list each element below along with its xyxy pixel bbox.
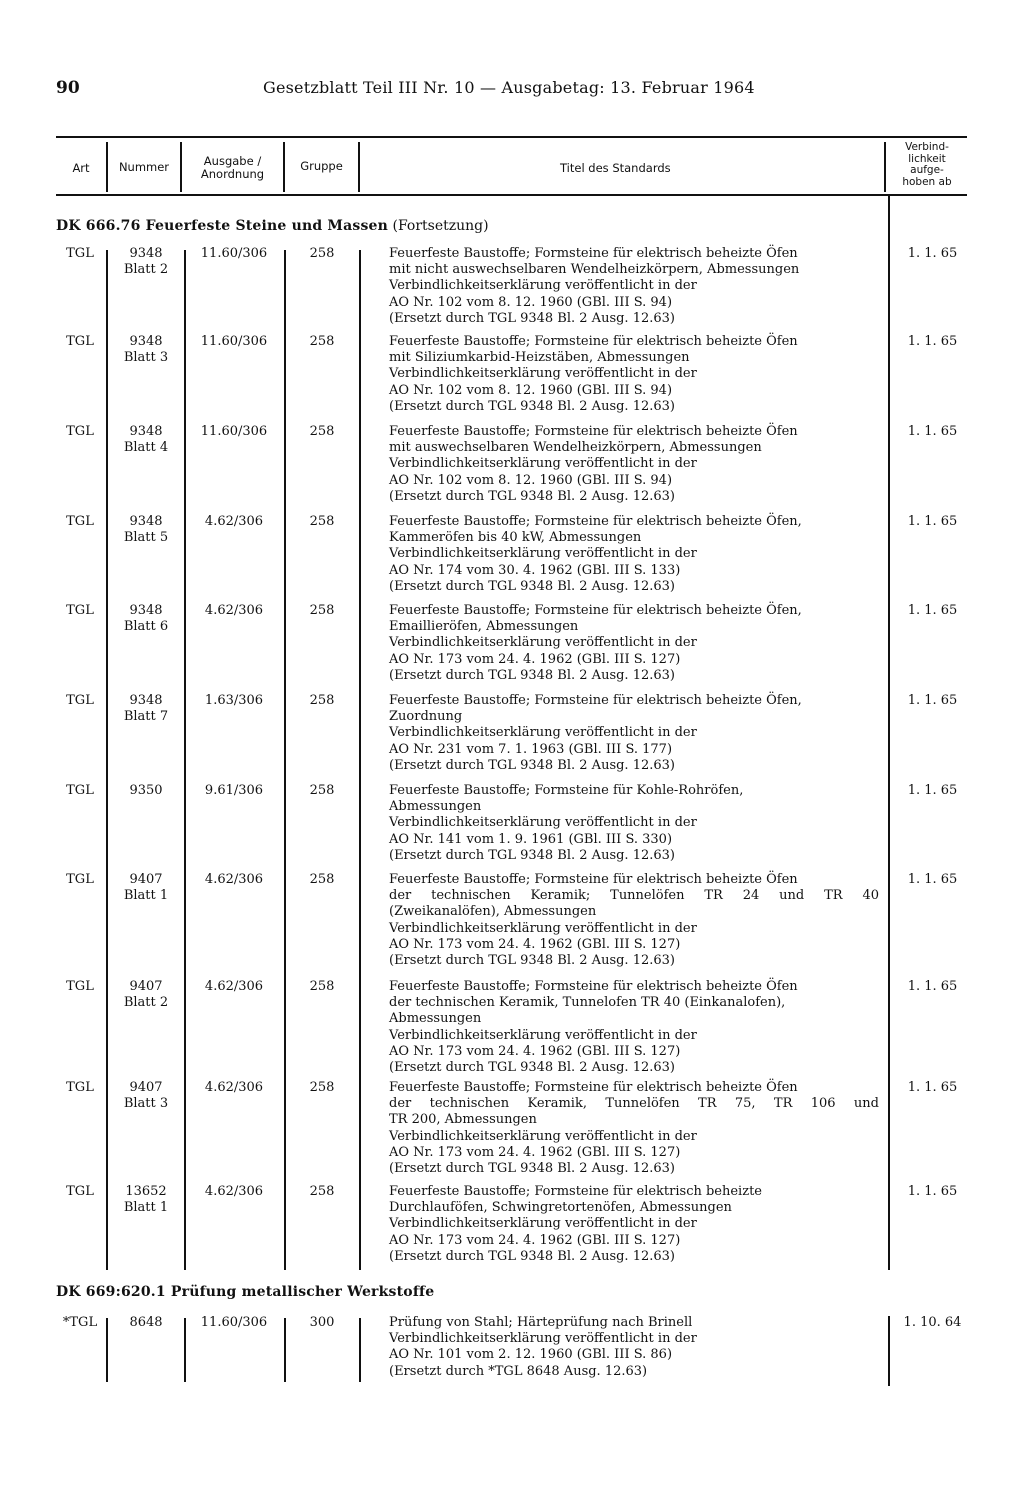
cell-titel [389, 979, 879, 1076]
cell-titel-line: Verbindlichkeitserklärung veröffentlicht in der [389, 278, 697, 294]
header-aufgehoben [886, 142, 968, 188]
header-titel: Titel des Standards [560, 161, 671, 175]
cell-gruppe: 258 [309, 424, 335, 439]
cell-titel-line: AO Nr. 102 vom 8. 12. 1960 (GBl. III S. 94) [389, 472, 673, 488]
cell-titel [389, 1080, 879, 1177]
cell-art: TGL [66, 603, 94, 618]
cell-nummer-line: 9407 [129, 979, 163, 994]
cell-titel-line: Feuerfeste Baustoffe; Formsteine für Kohle-Rohröfen, [389, 783, 744, 798]
cell-titel-line: (Ersetzt durch TGL 9348 Bl. 2 Ausg. 12.63) [389, 953, 675, 969]
cell-titel-line: AO Nr. 174 vom 30. 4. 1962 (GBl. III S. 133) [389, 562, 681, 578]
cell-nummer-line: 9407 [129, 872, 163, 887]
column-divider [359, 250, 361, 1270]
cell-gruppe: 258 [309, 1184, 335, 1199]
cell-titel-line: Verbindlichkeitserklärung veröffentlicht in der [389, 1216, 697, 1232]
cell-nummer [108, 1080, 184, 1112]
cell-titel-line: Verbindlichkeitserklärung veröffentlicht in der [389, 815, 697, 831]
cell-titel-line: Verbindlichkeitserklärung veröffentlicht in der [389, 725, 697, 741]
header-ausgabe [182, 155, 283, 180]
cell-titel-line: (Ersetzt durch TGL 9348 Bl. 2 Ausg. 12.63) [389, 398, 675, 414]
cell-ausgabe: 4.62/306 [204, 603, 264, 618]
cell-titel [389, 514, 879, 595]
cell-titel-line: Kammeröfen bis 40 kW, Abmessungen [389, 530, 642, 546]
cell-titel-line: Feuerfeste Baustoffe; Formsteine für elektrisch beheizte Öfen [389, 246, 798, 261]
cell-titel [389, 783, 879, 864]
cell-aufgehoben: 1. 1. 65 [907, 603, 958, 618]
cell-titel-line: AO Nr. 173 vom 24. 4. 1962 (GBl. III S. 127) [389, 1144, 681, 1160]
cell-titel-line: Feuerfeste Baustoffe; Formsteine für elektrisch beheizte Öfen [389, 979, 798, 994]
cell-titel-line: der technischen Keramik; Tunnelöfen TR 24 und TR 40 [389, 888, 879, 904]
cell-nummer [108, 979, 184, 1011]
header-ausgabe-line: Anordnung [200, 166, 265, 181]
cell-nummer-line: Blatt 4 [123, 440, 169, 456]
cell-nummer-line: Blatt 2 [123, 262, 169, 278]
column-divider [358, 142, 360, 192]
cell-titel-line: mit Siliziumkarbid-Heizstäben, Abmessungen [389, 350, 690, 366]
cell-nummer [108, 1315, 184, 1331]
cell-aufgehoben: 1. 1. 65 [907, 514, 958, 529]
cell-nummer-line: Blatt 1 [123, 1200, 169, 1216]
cell-titel-line: der technischen Keramik, Tunnelöfen TR 75, TR 106 und [389, 1096, 879, 1112]
cell-titel-line: Feuerfeste Baustoffe; Formsteine für elektrisch beheizte Öfen [389, 424, 798, 439]
cell-titel-line: Durchlauföfen, Schwingretortenöfen, Abmessungen [389, 1200, 732, 1216]
page-number: 90 [56, 78, 80, 98]
cell-nummer-line: 9407 [129, 1080, 163, 1095]
cell-nummer [108, 603, 184, 635]
cell-nummer [108, 693, 184, 725]
cell-nummer [108, 872, 184, 904]
cell-titel-line: AO Nr. 173 vom 24. 4. 1962 (GBl. III S. 127) [389, 936, 681, 952]
cell-nummer-line: 9348 [129, 334, 163, 349]
cell-nummer-line: Blatt 2 [123, 995, 169, 1011]
header-gruppe: Gruppe [300, 159, 343, 173]
cell-titel [389, 603, 879, 684]
cell-titel-line: AO Nr. 173 vom 24. 4. 1962 (GBl. III S. 127) [389, 651, 681, 667]
cell-titel-line: (Ersetzt durch TGL 9348 Bl. 2 Ausg. 12.63) [389, 310, 675, 326]
cell-gruppe: 258 [309, 693, 335, 708]
cell-titel [389, 246, 879, 327]
cell-titel-line: Feuerfeste Baustoffe; Formsteine für elektrisch beheizte Öfen, [389, 514, 802, 529]
cell-nummer-line: 9348 [129, 693, 163, 708]
header-nummer: Nummer [118, 160, 170, 174]
cell-titel-line: AO Nr. 173 vom 24. 4. 1962 (GBl. III S. 127) [389, 1043, 681, 1059]
cell-titel-line: Prüfung von Stahl; Härteprüfung nach Brinell [389, 1315, 693, 1330]
column-divider [284, 250, 286, 1270]
cell-titel-line: Verbindlichkeitserklärung veröffentlicht in der [389, 1027, 697, 1043]
column-divider [106, 250, 108, 1270]
cell-titel-line: (Ersetzt durch TGL 9348 Bl. 2 Ausg. 12.63) [389, 757, 675, 773]
cell-titel-line: Verbindlichkeitserklärung veröffentlicht in der [389, 1331, 697, 1347]
cell-nummer-line: 9348 [129, 603, 163, 618]
cell-ausgabe: 11.60/306 [200, 334, 268, 349]
cell-aufgehoben: 1. 1. 65 [907, 424, 958, 439]
cell-titel-line: Feuerfeste Baustoffe; Formsteine für elektrisch beheizte Öfen, [389, 693, 802, 708]
cell-titel-line: Feuerfeste Baustoffe; Formsteine für elektrisch beheizte Öfen [389, 1080, 798, 1095]
cell-titel-line: TR 200, Abmessungen [389, 1112, 537, 1128]
cell-titel-line: Emaillieröfen, Abmessungen [389, 619, 579, 635]
cell-titel-line: Feuerfeste Baustoffe; Formsteine für elektrisch beheizte Öfen, [389, 603, 802, 618]
cell-titel-line: Verbindlichkeitserklärung veröffentlicht in der [389, 1128, 697, 1144]
cell-ausgabe: 4.62/306 [204, 514, 264, 529]
cell-titel-line: (Ersetzt durch TGL 9348 Bl. 2 Ausg. 12.63) [389, 847, 675, 863]
header-art: Art [72, 161, 90, 175]
cell-aufgehoben: 1. 1. 65 [907, 334, 958, 349]
cell-nummer-line: 9348 [129, 246, 163, 261]
section-heading-rest: (Fortsetzung) [388, 218, 489, 234]
cell-nummer [108, 334, 184, 366]
header-top-rule [56, 136, 967, 138]
header-aufgehoben-line: Verbind- [905, 141, 949, 153]
cell-titel-line: mit auswechselbaren Wendelheizkörpern, Abmessungen [389, 440, 762, 456]
cell-art: TGL [66, 334, 94, 349]
cell-titel-line: (Ersetzt durch TGL 9348 Bl. 2 Ausg. 12.63) [389, 578, 675, 594]
cell-titel-line: AO Nr. 141 vom 1. 9. 1961 (GBl. III S. 330) [389, 831, 673, 847]
cell-titel-line: (Ersetzt durch TGL 9348 Bl. 2 Ausg. 12.63) [389, 667, 675, 683]
cell-titel-line: Verbindlichkeitserklärung veröffentlicht in der [389, 546, 697, 562]
cell-gruppe: 258 [309, 246, 335, 261]
section-heading-bold: DK 666.76 Feuerfeste Steine und Massen [56, 218, 389, 234]
running-title: Gesetzblatt Teil III Nr. 10 — Ausgabetag: 13. Februar 1964 [263, 78, 755, 97]
header-aufgehoben-line: aufge- [910, 164, 944, 176]
cell-ausgabe: 4.62/306 [204, 872, 264, 887]
cell-nummer-line: Blatt 6 [123, 619, 169, 635]
column-divider [184, 250, 186, 1270]
cell-titel-line: Feuerfeste Baustoffe; Formsteine für elektrisch beheizte Öfen [389, 334, 798, 349]
cell-gruppe: 258 [309, 603, 335, 618]
cell-titel-line: Abmessungen [389, 799, 482, 815]
cell-titel-line: Abmessungen [389, 1011, 482, 1027]
cell-gruppe: 258 [309, 783, 335, 798]
cell-titel-line: (Ersetzt durch TGL 9348 Bl. 2 Ausg. 12.63) [389, 1161, 675, 1177]
cell-ausgabe: 9.61/306 [204, 783, 264, 798]
cell-nummer-line: Blatt 1 [123, 888, 169, 904]
cell-art: TGL [66, 693, 94, 708]
cell-titel-line: mit nicht auswechselbaren Wendelheizkörpern, Abmessungen [389, 262, 800, 278]
cell-nummer-line: Blatt 3 [123, 1096, 169, 1112]
header-ausgabe-line: Ausgabe / [203, 154, 262, 168]
cell-nummer [108, 424, 184, 456]
cell-gruppe: 258 [309, 872, 335, 887]
cell-nummer [108, 783, 184, 799]
cell-nummer [108, 514, 184, 546]
cell-art: *TGL [62, 1315, 98, 1330]
cell-titel-line: (Ersetzt durch *TGL 8648 Ausg. 12.63) [389, 1363, 648, 1379]
cell-titel-line: Verbindlichkeitserklärung veröffentlicht in der [389, 920, 697, 936]
cell-titel [389, 1184, 879, 1265]
cell-aufgehoben: 1. 1. 65 [907, 246, 958, 261]
header-bottom-rule [56, 194, 967, 196]
cell-titel [389, 334, 879, 415]
cell-titel-line: Zuordnung [389, 709, 463, 725]
cell-art: TGL [66, 514, 94, 529]
cell-ausgabe: 4.62/306 [204, 979, 264, 994]
cell-nummer-line: 9348 [129, 514, 163, 529]
cell-titel-line: AO Nr. 231 vom 7. 1. 1963 (GBl. III S. 177) [389, 741, 673, 757]
cell-titel [389, 424, 879, 505]
cell-nummer [108, 246, 184, 278]
cell-nummer-line: Blatt 3 [123, 350, 169, 366]
section-heading [56, 218, 489, 234]
cell-gruppe: 300 [309, 1315, 335, 1330]
cell-gruppe: 258 [309, 514, 335, 529]
cell-aufgehoben: 1. 1. 65 [907, 872, 958, 887]
cell-art: TGL [66, 979, 94, 994]
cell-ausgabe: 4.62/306 [204, 1184, 264, 1199]
cell-art: TGL [66, 1184, 94, 1199]
cell-aufgehoben: 1. 1. 65 [907, 693, 958, 708]
cell-art: TGL [66, 783, 94, 798]
cell-ausgabe: 1.63/306 [204, 693, 264, 708]
cell-titel [389, 693, 879, 774]
section-heading [56, 1284, 434, 1300]
cell-titel-line: (Ersetzt durch TGL 9348 Bl. 2 Ausg. 12.63) [389, 1060, 675, 1076]
cell-ausgabe: 11.60/306 [200, 246, 268, 261]
cell-titel-line: AO Nr. 102 vom 8. 12. 1960 (GBl. III S. 94) [389, 294, 673, 310]
cell-titel-line: Verbindlichkeitserklärung veröffentlicht in der [389, 366, 697, 382]
date-column-rule [888, 1316, 890, 1386]
cell-titel [389, 1315, 879, 1380]
cell-art: TGL [66, 872, 94, 887]
cell-titel-line: AO Nr. 102 vom 8. 12. 1960 (GBl. III S. 94) [389, 382, 673, 398]
section-heading-bold: DK 669:620.1 Prüfung metallischer Werkstoffe [56, 1284, 435, 1300]
cell-nummer-line: Blatt 5 [123, 530, 169, 546]
cell-titel [389, 872, 879, 969]
cell-gruppe: 258 [309, 334, 335, 349]
cell-gruppe: 258 [309, 1080, 335, 1095]
cell-nummer-line: 8648 [129, 1315, 163, 1330]
cell-nummer-line: 9348 [129, 424, 163, 439]
cell-ausgabe: 4.62/306 [204, 1080, 264, 1095]
cell-aufgehoben: 1. 1. 65 [907, 979, 958, 994]
cell-gruppe: 258 [309, 979, 335, 994]
header-aufgehoben-line: lichkeit [908, 152, 946, 165]
cell-art: TGL [66, 246, 94, 261]
cell-titel-line: Verbindlichkeitserklärung veröffentlicht in der [389, 456, 697, 472]
cell-aufgehoben: 1. 1. 65 [907, 1080, 958, 1095]
cell-aufgehoben: 1. 1. 65 [907, 783, 958, 798]
cell-titel-line: (Zweikanalöfen), Abmessungen [389, 904, 597, 920]
header-aufgehoben-line: hoben ab [902, 175, 952, 188]
cell-titel-line: (Ersetzt durch TGL 9348 Bl. 2 Ausg. 12.63) [389, 1248, 675, 1264]
cell-nummer-line: 9350 [129, 783, 163, 798]
cell-art: TGL [66, 1080, 94, 1095]
cell-titel-line: AO Nr. 173 vom 24. 4. 1962 (GBl. III S. 127) [389, 1232, 681, 1248]
cell-titel-line: der technischen Keramik, Tunnelofen TR 40 (Einkanalofen), [389, 995, 786, 1011]
cell-aufgehoben: 1. 1. 65 [907, 1184, 958, 1199]
cell-art: TGL [66, 424, 94, 439]
cell-aufgehoben: 1. 10. 64 [903, 1315, 962, 1330]
cell-ausgabe: 11.60/306 [200, 1315, 268, 1330]
cell-titel-line: Feuerfeste Baustoffe; Formsteine für elektrisch beheizte Öfen [389, 872, 798, 887]
date-column-rule [888, 196, 890, 1270]
cell-titel-line: Verbindlichkeitserklärung veröffentlicht in der [389, 635, 697, 651]
cell-titel-line: (Ersetzt durch TGL 9348 Bl. 2 Ausg. 12.63) [389, 488, 675, 504]
cell-nummer [108, 1184, 184, 1216]
cell-titel-line: Feuerfeste Baustoffe; Formsteine für elektrisch beheizte [389, 1184, 762, 1199]
cell-nummer-line: Blatt 7 [123, 709, 169, 725]
cell-titel-line: AO Nr. 101 vom 2. 12. 1960 (GBl. III S. 86) [389, 1347, 673, 1363]
cell-nummer-line: 13652 [125, 1184, 167, 1199]
cell-ausgabe: 11.60/306 [200, 424, 268, 439]
